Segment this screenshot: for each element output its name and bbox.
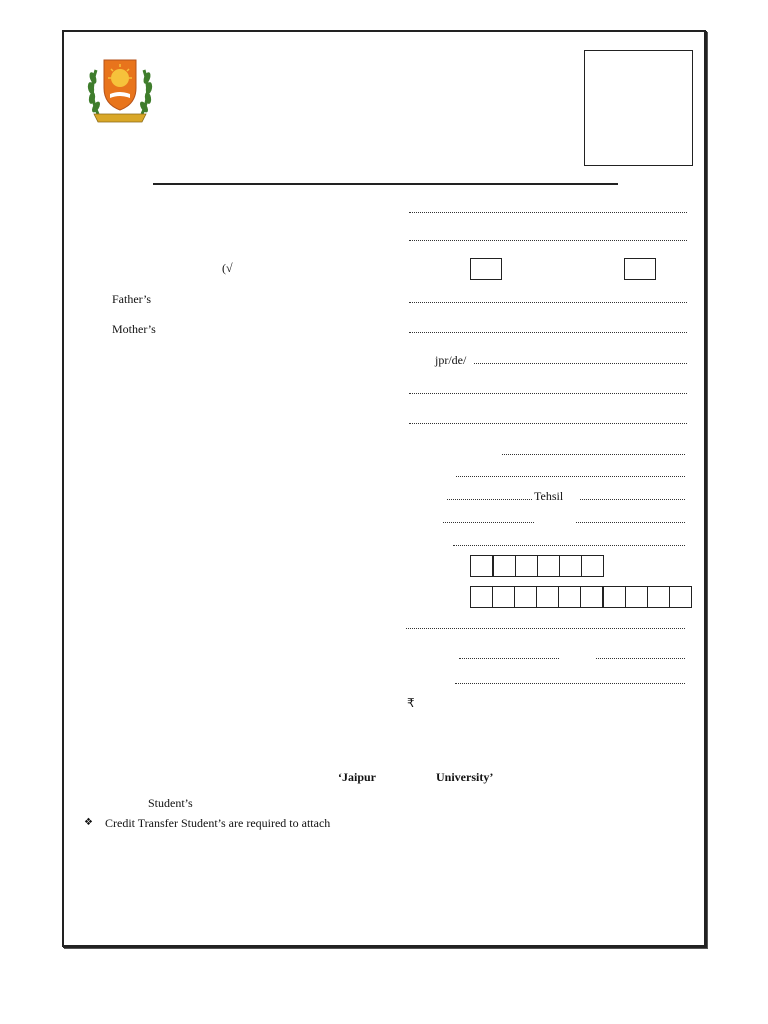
tehsil-line[interactable]	[580, 499, 685, 500]
student-signature-label: Student’s	[148, 796, 193, 810]
field-line-8b[interactable]	[596, 658, 685, 659]
field-line-5[interactable]	[502, 454, 685, 455]
district-line[interactable]	[443, 522, 534, 523]
state-line[interactable]	[576, 522, 685, 523]
gender-tick-hint: (√	[222, 261, 233, 275]
gender-checkbox-1[interactable]	[470, 258, 502, 280]
field-line-4[interactable]	[409, 423, 687, 424]
mobile-number-boxes[interactable]	[470, 586, 692, 608]
university-name-part2: University’	[436, 770, 494, 784]
credit-transfer-note: Credit Transfer Student’s are required to attach	[105, 816, 331, 830]
father-label: Father’s	[112, 292, 152, 306]
email-line[interactable]	[406, 628, 685, 629]
village-line[interactable]	[447, 499, 532, 500]
pincode-boxes[interactable]	[470, 555, 604, 577]
mother-label: Mother’s	[112, 322, 156, 336]
rupee-symbol: ₹	[407, 696, 415, 710]
enrollment-line[interactable]	[474, 363, 687, 364]
field-line-2[interactable]	[409, 240, 687, 241]
field-line-7[interactable]	[453, 545, 685, 546]
bullet-diamond-icon: ❖	[84, 817, 93, 828]
form-page	[62, 30, 706, 947]
tehsil-label: Tehsil	[534, 489, 564, 503]
father-name-line[interactable]	[409, 302, 687, 303]
gender-checkbox-2[interactable]	[624, 258, 656, 280]
field-line-1[interactable]	[409, 212, 687, 213]
title-underline	[153, 183, 618, 185]
enrollment-prefix: jpr/de/	[435, 353, 467, 367]
field-line-6[interactable]	[456, 476, 685, 477]
university-logo-icon	[84, 54, 156, 126]
mother-name-line[interactable]	[409, 332, 687, 333]
university-name-part1: ‘Jaipur	[338, 770, 377, 784]
photo-box[interactable]	[584, 50, 693, 166]
field-line-3[interactable]	[409, 393, 687, 394]
field-line-8a[interactable]	[459, 658, 559, 659]
field-line-9[interactable]	[455, 683, 685, 684]
